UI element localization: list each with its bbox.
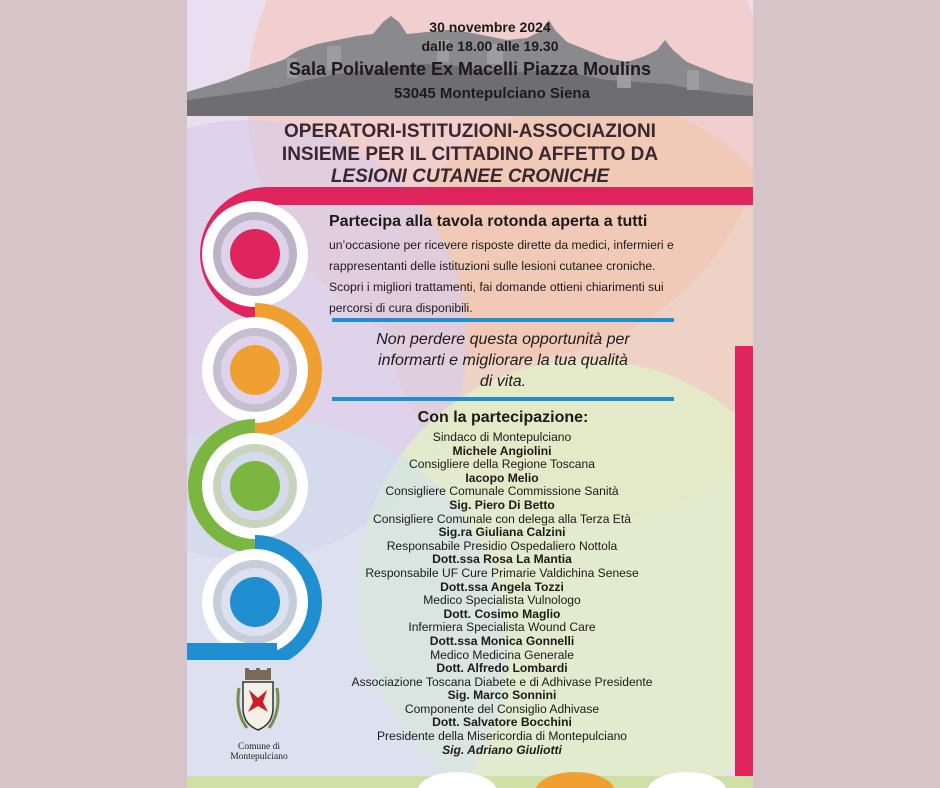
participant-name: Dott. Salvatore Bocchini — [432, 715, 572, 730]
participant-role: Consigliere Comunale Commissione Sanità — [385, 484, 619, 499]
participant-role: Medico Specialista Vulnologo — [423, 593, 581, 608]
pink-bar — [267, 187, 753, 205]
participant-role: Medico Medicina Generale — [430, 647, 574, 662]
participant-name: Sig. Adriano Giuliotti — [442, 742, 562, 757]
invite-line: un’occasione per ricevere risposte dirette da medici, infermieri e — [329, 238, 674, 252]
participant-role: Componente del Consiglio Adhivase — [404, 701, 600, 716]
participant-role: Infermiera Specialista Wound Care — [408, 620, 596, 635]
callout-line: Non perdere questa opportunità per — [376, 331, 630, 348]
blue-divider-bottom — [332, 397, 674, 401]
blue-divider-top — [332, 318, 674, 322]
comune-label: Comune di Montepulciano — [230, 742, 288, 762]
participant-name: Dott.ssa Monica Gonnelli — [429, 633, 575, 648]
participant-role: Responsabile Presidio Ospedaliero Nottola — [386, 538, 618, 553]
participant-role: Responsabile UF Cure Primarie Valdichina Senese — [365, 565, 639, 580]
comune-crest-icon — [235, 668, 281, 738]
headline-line-3: LESIONI CUTANEE CRONICHE — [330, 166, 610, 187]
invite-line: percorsi di cura disponibili. — [329, 301, 473, 315]
invite-body — [329, 235, 729, 319]
participant-name: Michele Angiolini — [452, 443, 552, 458]
headline-line-2: INSIEME PER IL CITTADINO AFFETTO DA — [281, 144, 659, 165]
participant-name: Iacopo Melio — [465, 470, 539, 485]
event-poster — [187, 0, 753, 788]
invite-title: Partecipa alla tavola rotonda aperta a tutti — [329, 213, 648, 230]
participant-role: Associazione Toscana Diabete e di Adhivase Presidente — [351, 674, 653, 689]
participant-name: Sig. Marco Sonnini — [447, 688, 557, 703]
participants-list — [277, 431, 727, 757]
participant-name: Dott.ssa Angela Tozzi — [440, 579, 564, 594]
event-time: dalle 18.00 alle 19.30 — [421, 38, 559, 54]
invite-line: Scopri i migliori trattamenti, fai domande ottieni chiarimenti sui — [329, 280, 664, 294]
callout-line: di vita. — [479, 373, 527, 390]
headline-line-1: OPERATORI-ISTITUZIONI-ASSOCIAZIONI — [284, 121, 656, 142]
participant-name: Dott. Cosimo Maglio — [443, 606, 561, 621]
pink-side-bar — [735, 346, 753, 788]
event-address: 53045 Montepulciano Siena — [394, 85, 590, 102]
participation-heading: Con la partecipazione: — [417, 409, 589, 426]
event-date: 30 novembre 2024 — [429, 19, 551, 35]
callout-line: informarti e migliorare la tua qualità — [378, 352, 628, 369]
participant-role: Sindaco di Montepulciano — [432, 430, 572, 444]
participant-role: Presidente della Misericordia di Montepulciano — [376, 729, 628, 744]
callout-text — [332, 329, 674, 392]
participant-name: Dott.ssa Rosa La Mantia — [432, 552, 572, 567]
participant-role: Consigliere Comunale con delega alla Terza Età — [373, 511, 631, 526]
participant-name: Sig.ra Giuliana Calzini — [438, 525, 566, 540]
invite-line: rappresentanti delle istituzioni sulle lesioni cutanee croniche. — [329, 259, 656, 273]
participant-name: Dott. Alfredo Lombardi — [436, 661, 568, 676]
event-venue: Sala Polivalente Ex Macelli Piazza Moulins — [288, 59, 652, 79]
participant-name: Sig. Piero Di Betto — [449, 497, 555, 512]
participant-role: Consigliere della Regione Toscana — [408, 457, 595, 472]
